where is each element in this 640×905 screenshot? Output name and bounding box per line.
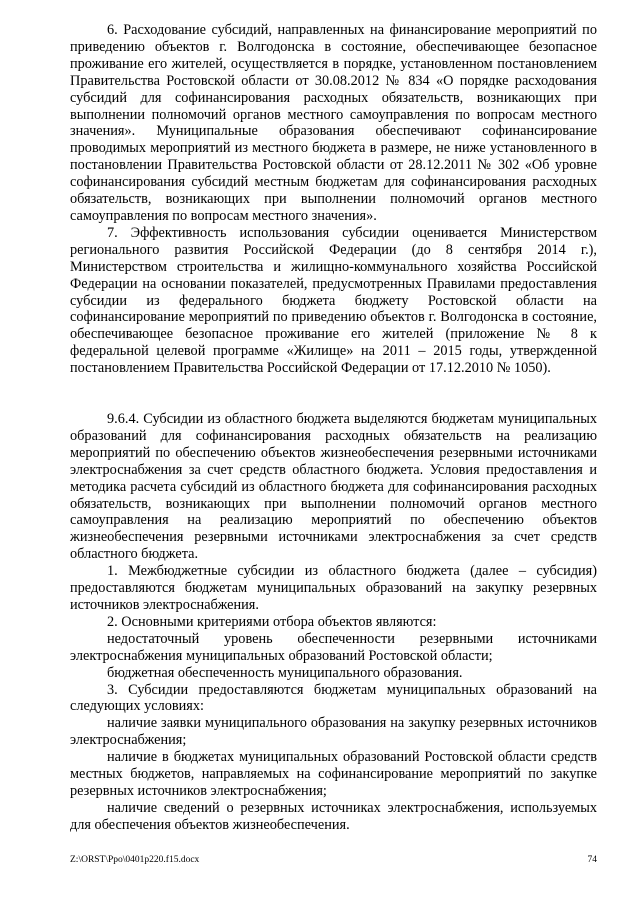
condition-item-2: наличие в бюджетах муниципальных образований Ростовской области средств местных бюджетов, направляемых на софинансирование мероприятий по закупке резервных источников электроснабжения; [70,749,597,799]
paragraph-1: 1. Межбюджетные субсидии из областного бюджета (далее – субсидия) предоставляются бюджетам муниципальных образований на закупку резервных источников электроснабжения. [70,563,597,613]
paragraph-6: 6. Расходование субсидий, направленных на финансирование мероприятий по приведению объектов г. Волгодонска в состояние, обеспечивающее безопасное проживание его жителей, осуществляется в порядке, установленном постановлением Правительства Ростовской области от 30.08.2012 № 834 «О порядке расходования субсидий для софинансирования расходных обязательств, возникающих при выполнении полномочий органов местного самоуправления по вопросам местного значения». Муниципальные образования обеспечивают софинансирование проводимых мероприятий из местного бюджета в размере, не ниже установленного в постановлении Правительства Ростовской области от 28.12.2011 № 302 «Об уровне софинансирования субсидий местным бюджетам для софинансирования расходных обязательств, возникающих при выполнении полномочий органов местного самоуправления по вопросам местного значения». [70,22,597,224]
paragraph-3: 3. Субсидии предоставляются бюджетам муниципальных образований на следующих условиях: [70,681,597,715]
paragraph-7: 7. Эффективность использования субсидии оценивается Министерством регионального развития Российской Федерации (до 8 сентября 2014 г.), Министерством строительства и жилищно-коммунального хозяйства Российской Федерации на основании показателей, предусмотренных Правилами предоставления субсидии из федерального бюджета бюджету Ростовской области на софинансирование мероприятий по приведению объектов г. Волгодонска в состояние, обеспечивающее безопасное проживание его жителей (приложение № 8 к федеральной целевой программе «Жилище» на 2011 – 2015 годы, утвержденной постановлением Правительства Российской Федерации от 17.12.2010 № 1050). [70,224,597,377]
paragraph-2: 2. Основными критериями отбора объектов являются: [107,613,437,630]
footer-page-number: 74 [587,855,597,865]
condition-item-1: наличие заявки муниципального образования на закупку резервных источников электроснабжения; [70,715,597,749]
criteria-item-1: недостаточный уровень обеспеченности резервными источниками электроснабжения муниципальных образований Ростовской области; [70,630,597,664]
criteria-item-2: бюджетная обеспеченность муниципального образования. [107,664,463,681]
condition-item-3: наличие сведений о резервных источниках электроснабжения, используемых для обеспечения объектов жизнеобеспечения. [70,799,597,833]
footer-file-path: Z:\ORST\Ppo\0401p220.f15.docx [70,855,200,865]
section-9-6-4-paragraph: 9.6.4. Субсидии из областного бюджета выделяются бюджетам муниципальных образований для софинансирования расходных обязательств на реализацию мероприятий по обеспечению объектов жизнеобеспечения резервными источниками электроснабжения за счет средств областного бюджета. Условия предоставления и методика расчета субсидий из областного бюджета для софинансирования расходных обязательств, возникающих при выполнении полномочий органов местного самоуправления на реализацию мероприятий по обеспечению объектов жизнеобеспечения резервными источниками электроснабжения за счет средств областного бюджета. [70,411,597,563]
document-body [70,22,597,834]
page-footer [70,855,597,865]
paragraph-gap [70,377,597,411]
